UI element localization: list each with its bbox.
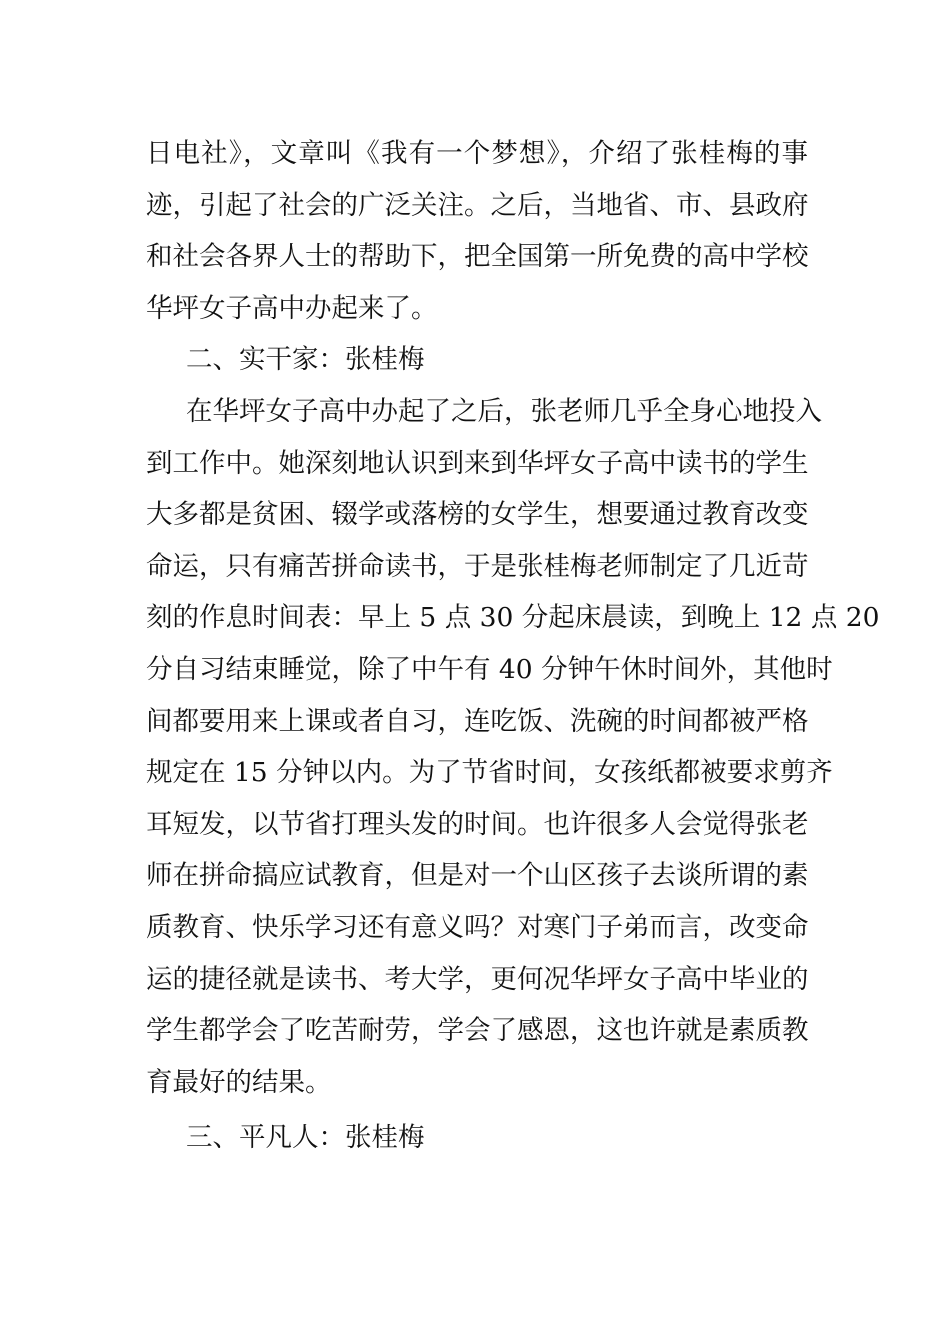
text-line: 日电社》，文章叫《我有一个梦想》，介绍了张桂梅的事 — [146, 138, 808, 169]
text-line: 学生都学会了吃苦耐劳，学会了感恩，这也许就是素质教 — [146, 1015, 809, 1047]
document-body — [146, 128, 880, 1164]
text-line: 耳短发，以节省打理头发的时间。也许很多人会觉得张老 — [146, 808, 809, 840]
section-heading-2: 二、实干家：张桂梅 — [186, 344, 425, 376]
text-line: 华坪女子高中办起来了。 — [146, 292, 438, 324]
paragraph-2 — [146, 386, 880, 1108]
text-line: 大多都是贫困、辍学或落榜的女学生，想要通过教育改变 — [146, 499, 809, 531]
paragraph-1 — [146, 128, 808, 334]
text-line: 分自习结束睡觉，除了中午有 40 分钟午休时间外，其他时 — [146, 653, 833, 685]
text-line: 师在拼命搞应试教育，但是对一个山区孩子去谈所谓的素 — [146, 860, 809, 892]
text-line: 规定在 15 分钟以内。为了节省时间，女孩纸都被要求剪齐 — [146, 757, 833, 789]
text-line: 到工作中。她深刻地认识到来到华坪女子高中读书的学生 — [146, 447, 809, 479]
text-line: 在华坪女子高中办起了之后，张老师几乎全身心地投入 — [186, 395, 822, 427]
text-line: 刻的作息时间表：早上 5 点 30 分起床晨读，到晚上 12 点 20 — [146, 602, 880, 634]
text-line: 命运，只有痛苦拼命读书，于是张桂梅老师制定了几近苛 — [146, 550, 809, 582]
text-line: 运的捷径就是读书、考大学，更何况华坪女子高中毕业的 — [146, 963, 809, 995]
text-line: 间都要用来上课或者自习，连吃饭、洗碗的时间都被严格 — [146, 705, 809, 737]
text-line: 和社会各界人士的帮助下，把全国第一所免费的高中学校 — [146, 241, 809, 273]
text-line: 质教育、快乐学习还有意义吗？对寒门子弟而言，改变命 — [146, 911, 809, 943]
text-line: 育最好的结果。 — [146, 1066, 332, 1098]
text-line: 迹，引起了社会的广泛关注。之后，当地省、市、县政府 — [146, 189, 809, 221]
section-heading-3: 三、平凡人：张桂梅 — [186, 1122, 425, 1154]
